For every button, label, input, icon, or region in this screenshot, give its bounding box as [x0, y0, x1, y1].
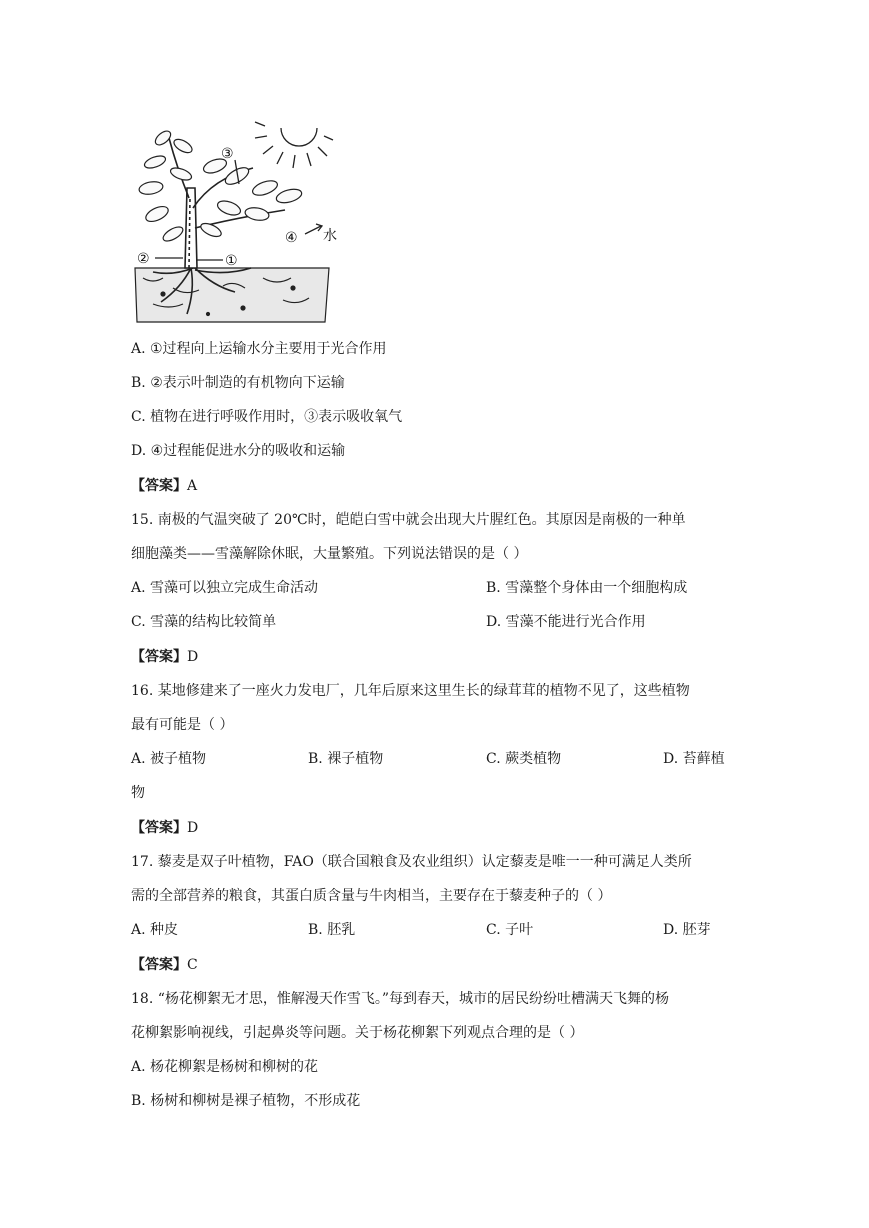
q14-option-c: C. 植物在进行呼吸作用时，③表示吸收氧气 [131, 409, 403, 425]
label-3: ③ [221, 146, 234, 162]
q14-answer [131, 476, 197, 496]
answer-label: 【答案】 [131, 957, 187, 973]
q17-option-c: C. 子叶 [486, 922, 534, 938]
answer-label: 【答案】 [131, 649, 187, 665]
answer-value: D [187, 649, 199, 665]
q15-option-d: D. 雪藻不能进行光合作用 [486, 614, 646, 630]
q17-option-a: A. 种皮 [131, 922, 179, 938]
q17-option-b: B. 胚乳 [308, 922, 356, 938]
q15-option-b: B. 雪藻整个身体由一个细胞构成 [486, 580, 688, 596]
answer-value: A [187, 478, 198, 494]
q17-stem-line2: 需的全部营养的粮食，其蛋白质含量与牛肉相当，主要存在于藜麦种子的（ ） [131, 888, 612, 904]
soil [135, 268, 329, 322]
q14-option-a: A. ①过程向上运输水分主要用于光合作用 [131, 341, 387, 357]
q18-stem-line1: 18. “杨花柳絮无才思，惟解漫天作雪飞。”每到春天，城市的居民纷纷吐槽满天飞舞的杨 [131, 991, 670, 1007]
q15-stem-line1: 15. 南极的气温突破了 20℃时，皑皑白雪中就会出现大片腥红色。其原因是南极的一种单 [131, 512, 686, 528]
plant-diagram [133, 118, 335, 326]
q14-option-d: D. ④过程能促进水分的吸收和运输 [131, 443, 346, 459]
answer-value: D [187, 820, 199, 836]
label-1: ① [225, 253, 238, 269]
q15-answer [131, 647, 198, 667]
q16-option-b: B. 裸子植物 [308, 751, 384, 767]
answer-label: 【答案】 [131, 820, 187, 836]
label-4: ④ [285, 230, 298, 246]
q17-stem-line1: 17. 藜麦是双子叶植物，FAO（联合国粮食及农业组织）认定藜麦是唯一一种可满足人类所 [131, 854, 692, 870]
q16-option-c: C. 蕨类植物 [486, 751, 562, 767]
answer-label: 【答案】 [131, 478, 187, 494]
q16-stem-line1: 16. 某地修建来了一座火力发电厂，几年后原来这里生长的绿茸茸的植物不见了，这些植物 [131, 683, 690, 699]
q15-option-a: A. 雪藻可以独立完成生命活动 [131, 580, 319, 596]
label-2: ② [137, 251, 150, 267]
q16-stem-line2: 最有可能是（ ） [131, 717, 234, 733]
q16-answer [131, 818, 198, 838]
q16-option-d: D. 苔藓植 [663, 751, 725, 767]
sun-icon [255, 122, 333, 168]
q18-option-b: B. 杨树和柳树是裸子植物，不形成花 [131, 1093, 361, 1109]
q18-option-a: A. 杨花柳絮是杨树和柳树的花 [131, 1059, 319, 1075]
q16-option-a: A. 被子植物 [131, 751, 207, 767]
q15-stem-line2: 细胞藻类——雪藻解除休眠，大量繁殖。下列说法错误的是（ ） [131, 546, 528, 562]
q17-answer [131, 955, 198, 975]
q16-option-d-wrap: 物 [131, 785, 145, 801]
q15-option-c: C. 雪藻的结构比较简单 [131, 614, 277, 630]
q14-option-b: B. ②表示叶制造的有机物向下运输 [131, 375, 345, 391]
answer-value: C [187, 957, 198, 973]
q18-stem-line2: 花柳絮影响视线，引起鼻炎等问题。关于杨花柳絮下列观点合理的是（ ） [131, 1025, 584, 1041]
label-water: 水 [323, 228, 337, 244]
q17-option-d: D. 胚芽 [663, 922, 711, 938]
